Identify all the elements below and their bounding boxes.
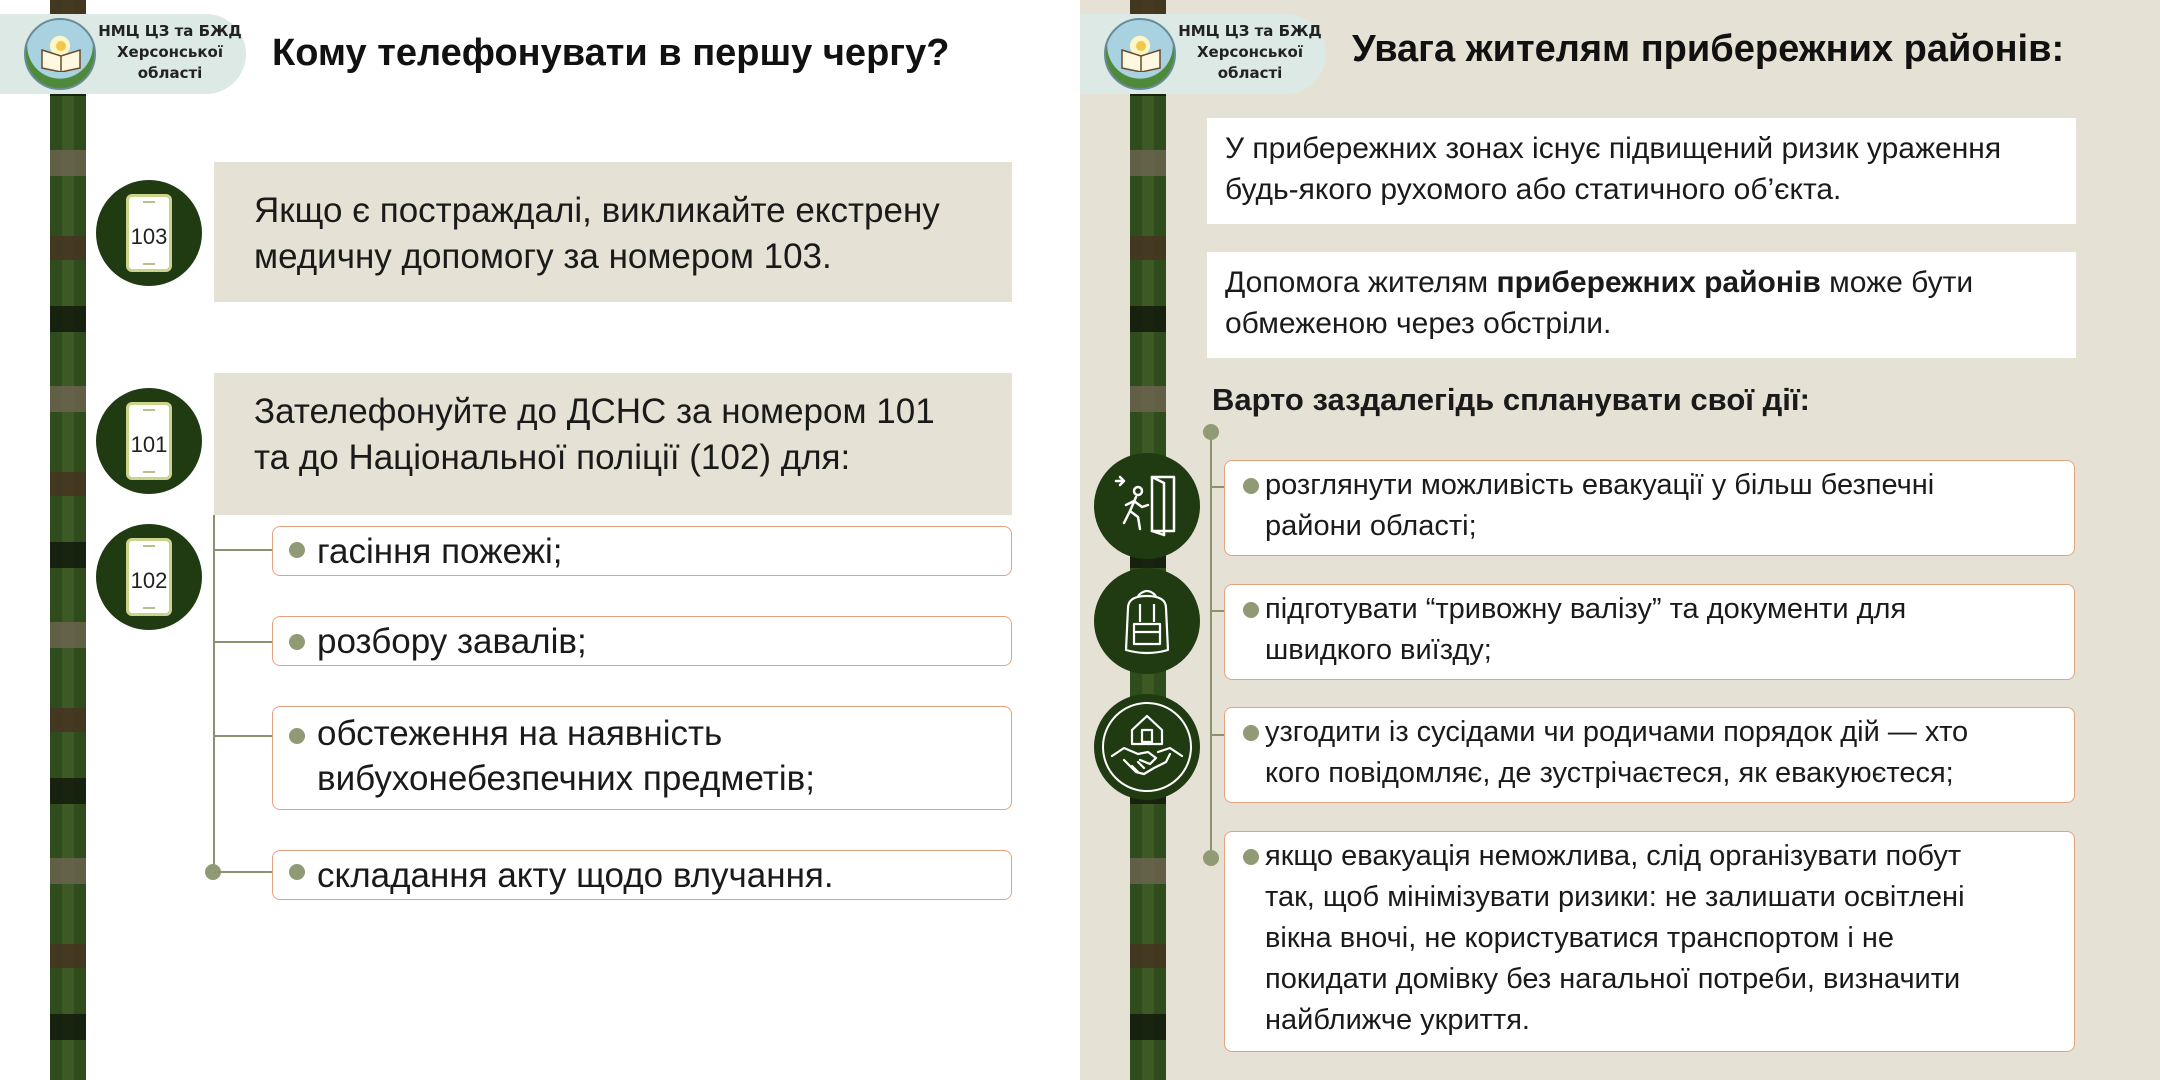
logo-line-3: області (1217, 64, 1283, 82)
list-item-text: гасіння пожежі; (317, 532, 563, 571)
list-item-text: складання акту щодо влучання. (317, 856, 834, 895)
dsns-info-box (214, 373, 1012, 515)
logo-line-2: Херсонської (116, 43, 224, 61)
bullet-dot (1243, 478, 1259, 494)
bullet-dot (1243, 725, 1259, 741)
risk-info-line-2: будь-якого рухомого або статичного об’єкта. (1225, 173, 1842, 206)
list-item-text-line-1: підготувати “тривожну валізу” та документи для (1265, 593, 1907, 625)
ambulance-info-box (214, 162, 1012, 302)
house-handshake-icon (1094, 694, 1200, 800)
emblem-icon (24, 18, 96, 90)
list-item (1224, 460, 2075, 556)
phone-101-icon (96, 388, 202, 494)
logo-line-2: Херсонської (1196, 43, 1304, 61)
list-item (1224, 831, 2075, 1052)
risk-info-box (1207, 118, 2076, 224)
bullet-dot (289, 634, 305, 650)
backpack-icon (1094, 568, 1200, 674)
dsns-info-line-1: Зателефонуйте до ДСНС за номером 101 (254, 392, 935, 431)
list-item-text-line-2: кого повідомляє, де зустрічаєтеся, як евакуюєтеся; (1265, 757, 1954, 789)
list-item (1224, 584, 2075, 680)
dsns-info-line-2: та до Національної поліції (102) для: (254, 438, 851, 477)
connector-end-dot (1203, 850, 1219, 866)
list-item-text-line-2: швидкого виїзду; (1265, 634, 1492, 666)
bullet-dot (289, 728, 305, 744)
logo-line-1: НМЦ ЦЗ та БЖД (1178, 22, 1322, 40)
bullet-dot (1243, 602, 1259, 618)
list-item-text-line-5: найближче укриття. (1265, 1004, 1530, 1036)
list-item-text: розбору завалів; (317, 622, 587, 661)
bullet-dot (289, 542, 305, 558)
page-title: Увага жителям прибережних районів: (1352, 28, 2065, 70)
list-item-text-line-1: розглянути можливість евакуації у більш безпечні (1265, 469, 1935, 501)
list-item (272, 526, 1012, 576)
list-item-text-line-2: райони області; (1265, 510, 1477, 542)
connector-line (1210, 433, 1212, 859)
list-item (1224, 707, 2075, 803)
help-info-post: може бути (1820, 266, 1974, 299)
phone-102-icon (96, 524, 202, 630)
list-item (272, 616, 1012, 666)
list-item-text-line-1: якщо евакуація неможлива, слід організувати побут (1265, 840, 1962, 872)
phone-103-icon (96, 180, 202, 286)
list-item-text-line-2: так, щоб мінімізувати ризики: не залишати освітлені (1265, 881, 1965, 913)
list-item (272, 706, 1012, 810)
ambulance-info-line-1: Якщо є постраждалі, викликайте екстрену (254, 191, 940, 230)
phone-number: 102 (130, 568, 168, 593)
help-info-line-2: обмеженою через обстріли. (1225, 307, 1612, 340)
bullet-dot (1243, 849, 1259, 865)
organization-logo (1080, 14, 1326, 94)
help-info-bold: прибережних районів (1496, 266, 1821, 299)
help-info-box (1207, 252, 2076, 358)
list-item-text-line-3: вікна вночі, не користуватися транспортом і не (1265, 922, 1895, 954)
list-item-text-line-1: узгодити із сусідами чи родичами порядок дій — хто (1265, 716, 1969, 748)
page-title: Кому телефонувати в першу чергу? (272, 32, 950, 74)
exit-door-icon (1094, 453, 1200, 559)
camouflage-stripe (50, 0, 86, 1080)
organization-logo (0, 14, 246, 94)
help-info-pre: Допомога жителям (1225, 266, 1497, 299)
phone-number: 103 (130, 224, 168, 249)
list-item-text-line-1: обстеження на наявність (317, 714, 723, 753)
list-item (272, 850, 1012, 900)
phone-number: 101 (130, 432, 168, 457)
bullet-dot (289, 864, 305, 880)
organization-name (96, 21, 244, 84)
emblem-icon (1104, 18, 1176, 90)
right-slide (1080, 0, 2160, 1080)
logo-line-3: області (137, 64, 203, 82)
connector-start-dot (1203, 424, 1219, 440)
ambulance-info-line-2: медичну допомогу за номером 103. (254, 237, 832, 276)
connector-line (213, 515, 215, 872)
list-item-text-line-4: покидати домівку без нагальної потреби, визначити (1265, 963, 1961, 995)
logo-line-1: НМЦ ЦЗ та БЖД (98, 22, 242, 40)
organization-name (1176, 21, 1324, 84)
list-item-text-line-2: вибухонебезпечних предметів; (317, 759, 815, 798)
section-subheading: Варто заздалегідь спланувати свої дії: (1212, 382, 1810, 417)
risk-info-line-1: У прибережних зонах існує підвищений ризик ураження (1225, 132, 2002, 165)
